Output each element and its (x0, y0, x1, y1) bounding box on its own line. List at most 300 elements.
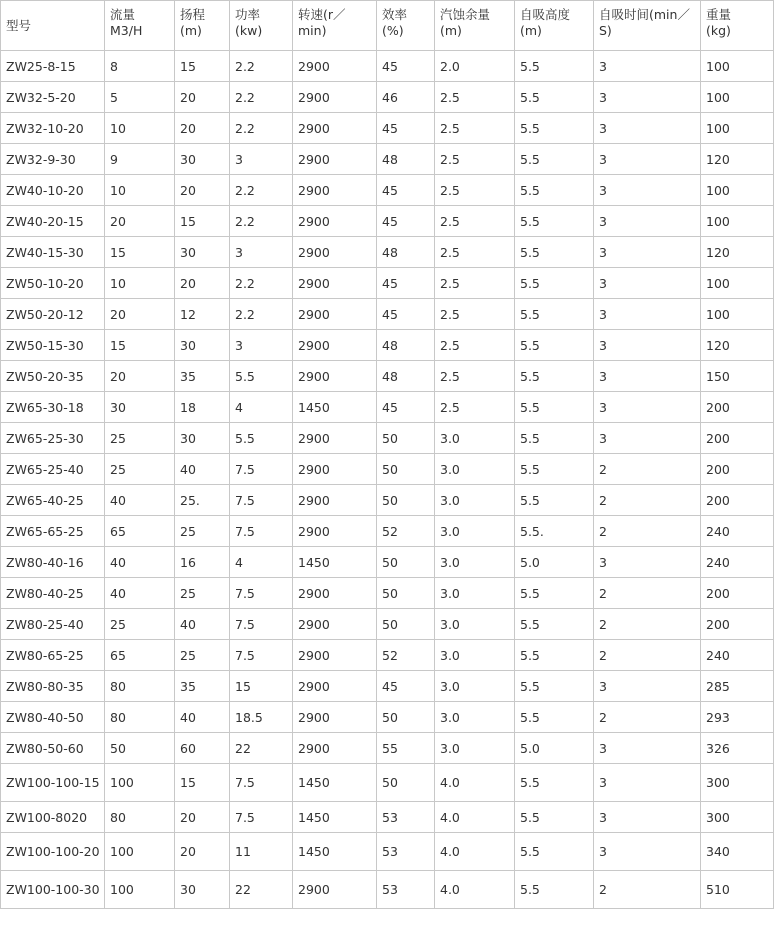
cell-power: 7.5 (230, 454, 293, 485)
cell-power: 18.5 (230, 702, 293, 733)
cell-suction-time: 2 (594, 516, 701, 547)
cell-head: 25 (175, 516, 230, 547)
cell-power: 2.2 (230, 268, 293, 299)
cell-flow: 30 (105, 392, 175, 423)
cell-suction-time: 3 (594, 392, 701, 423)
cell-weight: 200 (701, 392, 774, 423)
table-row (1, 516, 774, 547)
cell-power: 7.5 (230, 640, 293, 671)
table-row (1, 113, 774, 144)
cell-head: 40 (175, 454, 230, 485)
cell-suction-height: 5.5 (515, 361, 594, 392)
cell-weight: 100 (701, 51, 774, 82)
cell-efficiency: 55 (377, 733, 435, 764)
cell-weight: 150 (701, 361, 774, 392)
cell-weight: 100 (701, 175, 774, 206)
cell-flow: 25 (105, 454, 175, 485)
cell-speed: 2900 (293, 871, 377, 909)
table-row (1, 423, 774, 454)
cell-npsh: 2.5 (435, 268, 515, 299)
cell-efficiency: 52 (377, 640, 435, 671)
cell-npsh: 2.5 (435, 82, 515, 113)
cell-flow: 5 (105, 82, 175, 113)
cell-efficiency: 50 (377, 547, 435, 578)
cell-head: 20 (175, 802, 230, 833)
cell-head: 15 (175, 51, 230, 82)
cell-npsh: 2.5 (435, 392, 515, 423)
cell-weight: 120 (701, 237, 774, 268)
cell-head: 30 (175, 423, 230, 454)
header-power: 功率 (kw) (230, 1, 293, 51)
cell-flow: 100 (105, 871, 175, 909)
cell-suction-time: 2 (594, 578, 701, 609)
table-row (1, 871, 774, 909)
cell-head: 15 (175, 206, 230, 237)
cell-efficiency: 50 (377, 609, 435, 640)
header-weight: 重量 (kg) (701, 1, 774, 51)
table-row (1, 144, 774, 175)
cell-suction-height: 5.5 (515, 113, 594, 144)
cell-suction-time: 3 (594, 268, 701, 299)
cell-model: ZW25-8-15 (1, 51, 105, 82)
cell-flow: 25 (105, 609, 175, 640)
table-row (1, 299, 774, 330)
cell-power: 22 (230, 733, 293, 764)
cell-head: 35 (175, 671, 230, 702)
cell-head: 18 (175, 392, 230, 423)
cell-weight: 240 (701, 640, 774, 671)
cell-efficiency: 50 (377, 485, 435, 516)
cell-power: 4 (230, 547, 293, 578)
cell-flow: 10 (105, 268, 175, 299)
cell-head: 35 (175, 361, 230, 392)
cell-npsh: 3.0 (435, 454, 515, 485)
cell-speed: 1450 (293, 392, 377, 423)
table-row (1, 547, 774, 578)
cell-npsh: 3.0 (435, 485, 515, 516)
cell-head: 20 (175, 113, 230, 144)
table-row (1, 833, 774, 871)
cell-speed: 2900 (293, 51, 377, 82)
header-row (1, 1, 774, 51)
cell-npsh: 3.0 (435, 640, 515, 671)
cell-flow: 10 (105, 113, 175, 144)
cell-flow: 8 (105, 51, 175, 82)
cell-power: 2.2 (230, 113, 293, 144)
cell-model: ZW32-10-20 (1, 113, 105, 144)
cell-model: ZW80-40-50 (1, 702, 105, 733)
cell-power: 11 (230, 833, 293, 871)
cell-head: 40 (175, 702, 230, 733)
cell-suction-height: 5.5 (515, 485, 594, 516)
cell-weight: 100 (701, 268, 774, 299)
table-row (1, 578, 774, 609)
cell-weight: 300 (701, 764, 774, 802)
cell-weight: 293 (701, 702, 774, 733)
cell-suction-time: 3 (594, 423, 701, 454)
cell-suction-time: 3 (594, 299, 701, 330)
cell-speed: 2900 (293, 640, 377, 671)
cell-power: 7.5 (230, 516, 293, 547)
cell-flow: 65 (105, 516, 175, 547)
cell-head: 30 (175, 330, 230, 361)
cell-efficiency: 50 (377, 578, 435, 609)
cell-weight: 100 (701, 113, 774, 144)
cell-power: 3 (230, 237, 293, 268)
cell-efficiency: 50 (377, 764, 435, 802)
cell-speed: 2900 (293, 268, 377, 299)
cell-efficiency: 50 (377, 423, 435, 454)
cell-power: 3 (230, 144, 293, 175)
cell-suction-height: 5.5 (515, 82, 594, 113)
cell-model: ZW65-25-30 (1, 423, 105, 454)
table-row (1, 702, 774, 733)
cell-head: 25 (175, 640, 230, 671)
cell-model: ZW32-5-20 (1, 82, 105, 113)
cell-suction-time: 3 (594, 144, 701, 175)
table-row (1, 733, 774, 764)
cell-suction-height: 5.5 (515, 454, 594, 485)
cell-suction-height: 5.5 (515, 833, 594, 871)
cell-model: ZW80-50-60 (1, 733, 105, 764)
cell-speed: 2900 (293, 113, 377, 144)
cell-efficiency: 48 (377, 330, 435, 361)
cell-suction-height: 5.5 (515, 51, 594, 82)
cell-flow: 20 (105, 361, 175, 392)
cell-npsh: 2.5 (435, 175, 515, 206)
cell-flow: 40 (105, 485, 175, 516)
cell-suction-time: 2 (594, 640, 701, 671)
cell-efficiency: 45 (377, 268, 435, 299)
cell-weight: 300 (701, 802, 774, 833)
cell-speed: 2900 (293, 516, 377, 547)
cell-suction-time: 3 (594, 175, 701, 206)
cell-model: ZW65-65-25 (1, 516, 105, 547)
cell-npsh: 4.0 (435, 764, 515, 802)
cell-model: ZW65-40-25 (1, 485, 105, 516)
cell-suction-time: 3 (594, 113, 701, 144)
cell-weight: 200 (701, 609, 774, 640)
cell-speed: 2900 (293, 175, 377, 206)
cell-weight: 240 (701, 547, 774, 578)
cell-efficiency: 53 (377, 833, 435, 871)
cell-model: ZW80-65-25 (1, 640, 105, 671)
cell-suction-height: 5.5 (515, 609, 594, 640)
table-row (1, 640, 774, 671)
cell-model: ZW40-10-20 (1, 175, 105, 206)
cell-efficiency: 45 (377, 51, 435, 82)
cell-efficiency: 46 (377, 82, 435, 113)
cell-weight: 326 (701, 733, 774, 764)
cell-speed: 2900 (293, 733, 377, 764)
cell-npsh: 3.0 (435, 609, 515, 640)
table-body (1, 51, 774, 909)
cell-model: ZW65-30-18 (1, 392, 105, 423)
cell-flow: 9 (105, 144, 175, 175)
cell-suction-time: 2 (594, 454, 701, 485)
cell-suction-height: 5.5 (515, 268, 594, 299)
cell-power: 7.5 (230, 764, 293, 802)
cell-npsh: 4.0 (435, 833, 515, 871)
cell-suction-height: 5.5 (515, 299, 594, 330)
cell-head: 30 (175, 871, 230, 909)
cell-flow: 20 (105, 206, 175, 237)
cell-weight: 510 (701, 871, 774, 909)
cell-head: 20 (175, 833, 230, 871)
cell-flow: 20 (105, 299, 175, 330)
cell-weight: 240 (701, 516, 774, 547)
cell-weight: 200 (701, 578, 774, 609)
cell-flow: 25 (105, 423, 175, 454)
cell-power: 2.2 (230, 175, 293, 206)
cell-head: 15 (175, 764, 230, 802)
cell-model: ZW80-40-25 (1, 578, 105, 609)
cell-head: 20 (175, 175, 230, 206)
table-row (1, 237, 774, 268)
cell-efficiency: 45 (377, 671, 435, 702)
cell-npsh: 2.5 (435, 237, 515, 268)
cell-power: 5.5 (230, 361, 293, 392)
cell-weight: 120 (701, 144, 774, 175)
cell-flow: 15 (105, 330, 175, 361)
cell-power: 15 (230, 671, 293, 702)
cell-suction-height: 5.5 (515, 330, 594, 361)
cell-speed: 2900 (293, 485, 377, 516)
cell-npsh: 4.0 (435, 802, 515, 833)
cell-power: 4 (230, 392, 293, 423)
cell-suction-time: 3 (594, 361, 701, 392)
cell-weight: 120 (701, 330, 774, 361)
cell-weight: 285 (701, 671, 774, 702)
cell-suction-time: 3 (594, 671, 701, 702)
cell-model: ZW65-25-40 (1, 454, 105, 485)
cell-model: ZW50-20-35 (1, 361, 105, 392)
cell-power: 7.5 (230, 802, 293, 833)
cell-suction-time: 3 (594, 82, 701, 113)
table-row (1, 454, 774, 485)
cell-flow: 100 (105, 764, 175, 802)
table-row (1, 51, 774, 82)
cell-npsh: 3.0 (435, 671, 515, 702)
header-speed: 转速(r／ min) (293, 1, 377, 51)
cell-suction-time: 3 (594, 206, 701, 237)
cell-flow: 40 (105, 578, 175, 609)
cell-suction-height: 5.5 (515, 802, 594, 833)
cell-npsh: 4.0 (435, 871, 515, 909)
cell-power: 5.5 (230, 423, 293, 454)
cell-speed: 2900 (293, 206, 377, 237)
cell-suction-time: 3 (594, 547, 701, 578)
cell-suction-time: 3 (594, 833, 701, 871)
cell-suction-height: 5.5 (515, 671, 594, 702)
cell-efficiency: 48 (377, 361, 435, 392)
cell-efficiency: 45 (377, 206, 435, 237)
cell-flow: 65 (105, 640, 175, 671)
cell-efficiency: 50 (377, 702, 435, 733)
cell-suction-height: 5.5 (515, 702, 594, 733)
cell-power: 7.5 (230, 609, 293, 640)
cell-flow: 15 (105, 237, 175, 268)
cell-npsh: 2.0 (435, 51, 515, 82)
cell-speed: 2900 (293, 237, 377, 268)
cell-flow: 50 (105, 733, 175, 764)
cell-power: 2.2 (230, 51, 293, 82)
cell-efficiency: 53 (377, 802, 435, 833)
cell-model: ZW80-25-40 (1, 609, 105, 640)
cell-head: 25 (175, 578, 230, 609)
cell-head: 16 (175, 547, 230, 578)
header-model: 型号 (1, 1, 105, 51)
cell-suction-height: 5.5 (515, 392, 594, 423)
cell-power: 2.2 (230, 206, 293, 237)
cell-flow: 80 (105, 802, 175, 833)
cell-head: 20 (175, 82, 230, 113)
cell-npsh: 3.0 (435, 578, 515, 609)
table-header (1, 1, 774, 51)
cell-efficiency: 48 (377, 144, 435, 175)
cell-weight: 340 (701, 833, 774, 871)
header-npsh: 汽蚀余量 (m) (435, 1, 515, 51)
cell-suction-height: 5.5 (515, 144, 594, 175)
cell-speed: 2900 (293, 423, 377, 454)
cell-suction-time: 3 (594, 237, 701, 268)
cell-efficiency: 48 (377, 237, 435, 268)
cell-suction-height: 5.5 (515, 237, 594, 268)
cell-speed: 2900 (293, 671, 377, 702)
cell-head: 25. (175, 485, 230, 516)
cell-npsh: 2.5 (435, 299, 515, 330)
cell-speed: 2900 (293, 299, 377, 330)
cell-flow: 10 (105, 175, 175, 206)
cell-suction-time: 2 (594, 609, 701, 640)
cell-speed: 2900 (293, 454, 377, 485)
cell-efficiency: 45 (377, 299, 435, 330)
cell-power: 2.2 (230, 299, 293, 330)
cell-model: ZW40-15-30 (1, 237, 105, 268)
cell-flow: 40 (105, 547, 175, 578)
cell-flow: 80 (105, 671, 175, 702)
cell-npsh: 2.5 (435, 206, 515, 237)
cell-efficiency: 52 (377, 516, 435, 547)
cell-suction-height: 5.0 (515, 547, 594, 578)
header-suction-height: 自吸高度 (m) (515, 1, 594, 51)
cell-efficiency: 45 (377, 392, 435, 423)
cell-efficiency: 53 (377, 871, 435, 909)
cell-speed: 2900 (293, 609, 377, 640)
cell-power: 7.5 (230, 485, 293, 516)
cell-efficiency: 45 (377, 113, 435, 144)
cell-npsh: 2.5 (435, 330, 515, 361)
cell-model: ZW50-10-20 (1, 268, 105, 299)
cell-speed: 1450 (293, 833, 377, 871)
cell-flow: 80 (105, 702, 175, 733)
cell-suction-height: 5.5. (515, 516, 594, 547)
table-row (1, 802, 774, 833)
cell-suction-height: 5.5 (515, 423, 594, 454)
cell-npsh: 2.5 (435, 361, 515, 392)
header-suction-time: 自吸时间(min／ S) (594, 1, 701, 51)
cell-suction-time: 3 (594, 330, 701, 361)
cell-power: 3 (230, 330, 293, 361)
cell-suction-time: 3 (594, 51, 701, 82)
cell-model: ZW100-100-30 (1, 871, 105, 909)
cell-suction-height: 5.5 (515, 640, 594, 671)
cell-suction-time: 3 (594, 764, 701, 802)
table-row (1, 671, 774, 702)
header-efficiency: 效率 (%) (377, 1, 435, 51)
table-row (1, 206, 774, 237)
cell-suction-time: 2 (594, 485, 701, 516)
cell-model: ZW40-20-15 (1, 206, 105, 237)
cell-power: 2.2 (230, 82, 293, 113)
cell-speed: 1450 (293, 764, 377, 802)
cell-npsh: 2.5 (435, 144, 515, 175)
cell-weight: 200 (701, 485, 774, 516)
cell-weight: 100 (701, 299, 774, 330)
table-row (1, 485, 774, 516)
cell-speed: 2900 (293, 361, 377, 392)
cell-suction-height: 5.5 (515, 175, 594, 206)
cell-model: ZW50-15-30 (1, 330, 105, 361)
cell-suction-time: 3 (594, 802, 701, 833)
cell-npsh: 3.0 (435, 702, 515, 733)
cell-suction-height: 5.5 (515, 206, 594, 237)
cell-head: 30 (175, 144, 230, 175)
cell-speed: 1450 (293, 802, 377, 833)
cell-weight: 200 (701, 454, 774, 485)
table-row (1, 392, 774, 423)
cell-power: 7.5 (230, 578, 293, 609)
cell-weight: 100 (701, 206, 774, 237)
cell-model: ZW100-100-20 (1, 833, 105, 871)
cell-suction-time: 3 (594, 733, 701, 764)
table-row (1, 330, 774, 361)
header-head: 扬程 (m) (175, 1, 230, 51)
cell-speed: 2900 (293, 578, 377, 609)
cell-speed: 2900 (293, 702, 377, 733)
cell-npsh: 3.0 (435, 516, 515, 547)
table-row (1, 175, 774, 206)
cell-head: 60 (175, 733, 230, 764)
cell-model: ZW32-9-30 (1, 144, 105, 175)
cell-suction-time: 2 (594, 702, 701, 733)
cell-suction-height: 5.5 (515, 871, 594, 909)
cell-speed: 2900 (293, 330, 377, 361)
cell-efficiency: 50 (377, 454, 435, 485)
cell-head: 12 (175, 299, 230, 330)
header-flow: 流量 M3/H (105, 1, 175, 51)
cell-model: ZW100-100-15 (1, 764, 105, 802)
cell-model: ZW80-80-35 (1, 671, 105, 702)
table-row (1, 609, 774, 640)
cell-weight: 100 (701, 82, 774, 113)
table-row (1, 268, 774, 299)
cell-head: 30 (175, 237, 230, 268)
table-row (1, 361, 774, 392)
cell-weight: 200 (701, 423, 774, 454)
cell-model: ZW100-8020 (1, 802, 105, 833)
cell-npsh: 3.0 (435, 733, 515, 764)
cell-suction-time: 2 (594, 871, 701, 909)
cell-suction-height: 5.0 (515, 733, 594, 764)
cell-speed: 2900 (293, 82, 377, 113)
cell-flow: 100 (105, 833, 175, 871)
cell-speed: 2900 (293, 144, 377, 175)
cell-power: 22 (230, 871, 293, 909)
table-row (1, 82, 774, 113)
cell-speed: 1450 (293, 547, 377, 578)
cell-npsh: 2.5 (435, 113, 515, 144)
